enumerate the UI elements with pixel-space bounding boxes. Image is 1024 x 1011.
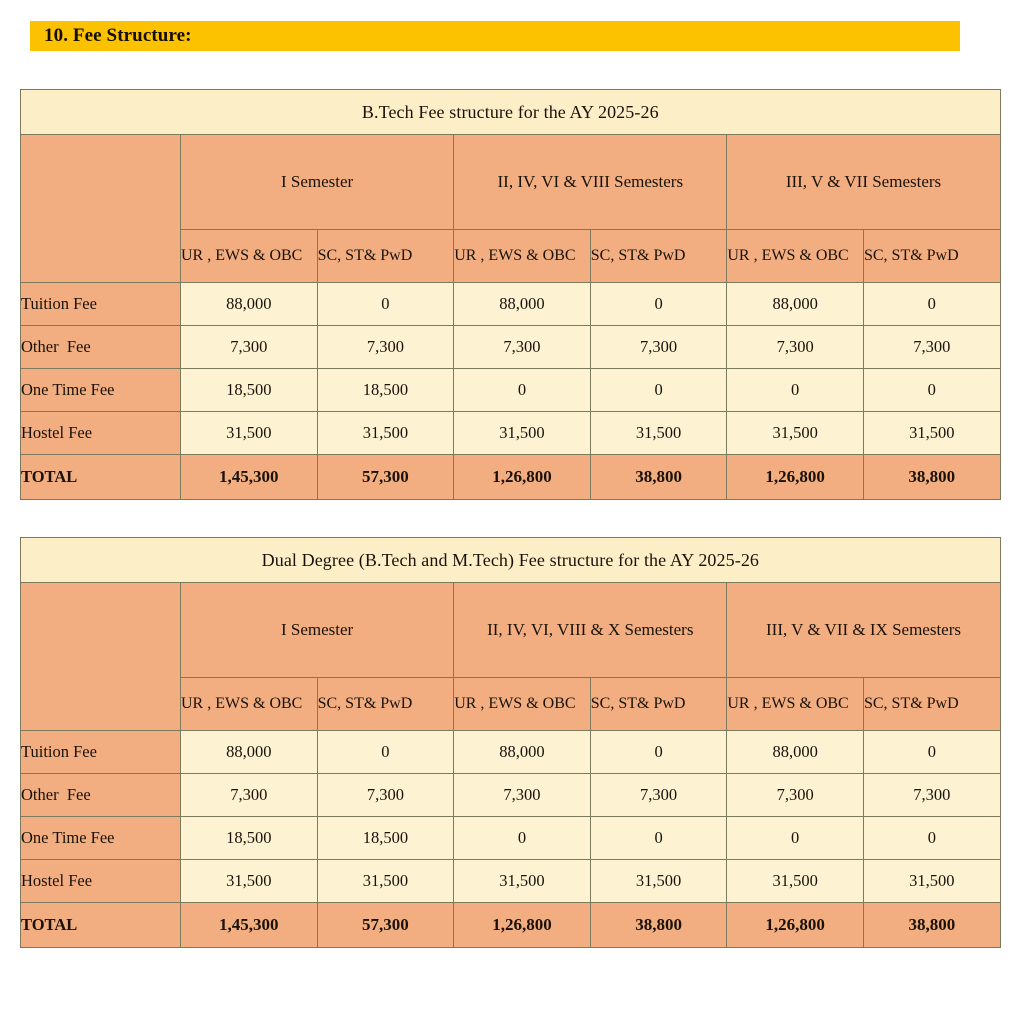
total-value-cell: 38,800 [590,455,727,500]
table-row [21,412,1001,455]
table-total-row [21,903,1001,948]
fee-value-cell: 7,300 [863,326,1000,369]
total-value-cell: 38,800 [590,903,727,948]
fee-value-cell: 0 [454,369,591,412]
category-header: SC, ST& PwD [863,230,1000,283]
fee-value-cell: 88,000 [727,731,864,774]
fee-value-cell: 0 [317,731,454,774]
fee-value-cell: 88,000 [181,731,318,774]
fee-value-cell: 88,000 [181,283,318,326]
fee-value-cell: 0 [590,731,727,774]
table-caption-row [21,538,1001,583]
semester-group-header: III, V & VII & IX Semesters [727,583,1000,678]
table-caption: B.Tech Fee structure for the AY 2025-26 [21,90,1001,135]
fee-value-cell: 88,000 [727,283,864,326]
fee-row-label: Other Fee [21,774,181,817]
fee-value-cell: 7,300 [454,326,591,369]
fee-value-cell: 31,500 [863,412,1000,455]
total-value-cell: 57,300 [317,455,454,500]
fee-value-cell: 31,500 [590,412,727,455]
category-header: UR , EWS & OBC [454,230,591,283]
fee-value-cell: 88,000 [454,731,591,774]
fee-value-cell: 0 [863,817,1000,860]
fee-value-cell: 0 [590,817,727,860]
fee-row-label: Hostel Fee [21,860,181,903]
fee-value-cell: 7,300 [590,774,727,817]
category-header: UR , EWS & OBC [727,230,864,283]
fee-row-label: Hostel Fee [21,412,181,455]
fee-value-cell: 7,300 [863,774,1000,817]
table-caption: Dual Degree (B.Tech and M.Tech) Fee structure for the AY 2025-26 [21,538,1001,583]
section-heading-highlight [30,21,960,51]
fee-value-cell: 31,500 [317,412,454,455]
table-row [21,326,1001,369]
fee-row-label: Tuition Fee [21,283,181,326]
fee-value-cell: 0 [727,817,864,860]
fee-row-label: Tuition Fee [21,731,181,774]
table-row [21,731,1001,774]
fee-value-cell: 18,500 [181,817,318,860]
fee-value-cell: 31,500 [454,860,591,903]
page-title: 10. Fee Structure: [44,25,192,46]
total-row-label: TOTAL [21,455,181,500]
category-header: SC, ST& PwD [317,678,454,731]
total-value-cell: 38,800 [863,903,1000,948]
fee-value-cell: 0 [317,283,454,326]
dual-degree-table-body [21,538,1001,948]
table-corner-cell [21,583,181,731]
category-header: UR , EWS & OBC [181,678,318,731]
total-value-cell: 1,26,800 [454,455,591,500]
fee-value-cell: 7,300 [181,326,318,369]
fee-value-cell: 31,500 [863,860,1000,903]
table-corner-cell [21,135,181,283]
group-header-row [21,135,1001,230]
table-row [21,817,1001,860]
fee-value-cell: 0 [590,283,727,326]
btech-fee-table [20,89,1001,500]
fee-row-label: One Time Fee [21,817,181,860]
category-header: SC, ST& PwD [863,678,1000,731]
total-value-cell: 1,45,300 [181,903,318,948]
fee-row-label: Other Fee [21,326,181,369]
fee-value-cell: 0 [727,369,864,412]
category-header: UR , EWS & OBC [181,230,318,283]
fee-value-cell: 18,500 [317,369,454,412]
table-row [21,774,1001,817]
category-header: UR , EWS & OBC [727,678,864,731]
fee-value-cell: 0 [863,369,1000,412]
fee-value-cell: 18,500 [317,817,454,860]
table-row [21,860,1001,903]
fee-value-cell: 31,500 [317,860,454,903]
semester-group-header: I Semester [181,583,454,678]
fee-value-cell: 31,500 [727,412,864,455]
fee-value-cell: 0 [863,731,1000,774]
fee-value-cell: 7,300 [727,774,864,817]
fee-value-cell: 31,500 [590,860,727,903]
semester-group-header: II, IV, VI & VIII Semesters [454,135,727,230]
semester-group-header: III, V & VII Semesters [727,135,1000,230]
fee-value-cell: 31,500 [181,412,318,455]
total-row-label: TOTAL [21,903,181,948]
fee-value-cell: 7,300 [590,326,727,369]
table-caption-row [21,90,1001,135]
table-row [21,283,1001,326]
fee-value-cell: 88,000 [454,283,591,326]
fee-value-cell: 7,300 [181,774,318,817]
fee-value-cell: 18,500 [181,369,318,412]
fee-row-label: One Time Fee [21,369,181,412]
fee-value-cell: 7,300 [317,326,454,369]
fee-value-cell: 31,500 [454,412,591,455]
fee-value-cell: 7,300 [317,774,454,817]
category-header: SC, ST& PwD [590,230,727,283]
btech-table-body [21,90,1001,500]
table-total-row [21,455,1001,500]
total-value-cell: 38,800 [863,455,1000,500]
fee-value-cell: 31,500 [727,860,864,903]
total-value-cell: 1,45,300 [181,455,318,500]
category-header: SC, ST& PwD [590,678,727,731]
fee-value-cell: 0 [454,817,591,860]
dual-degree-fee-table [20,537,1001,948]
total-value-cell: 57,300 [317,903,454,948]
total-value-cell: 1,26,800 [454,903,591,948]
fee-value-cell: 7,300 [727,326,864,369]
category-header: SC, ST& PwD [317,230,454,283]
semester-group-header: I Semester [181,135,454,230]
fee-value-cell: 31,500 [181,860,318,903]
category-header: UR , EWS & OBC [454,678,591,731]
table-row [21,369,1001,412]
fee-value-cell: 7,300 [454,774,591,817]
fee-value-cell: 0 [863,283,1000,326]
fee-value-cell: 0 [590,369,727,412]
total-value-cell: 1,26,800 [727,455,864,500]
group-header-row [21,583,1001,678]
total-value-cell: 1,26,800 [727,903,864,948]
semester-group-header: II, IV, VI, VIII & X Semesters [454,583,727,678]
